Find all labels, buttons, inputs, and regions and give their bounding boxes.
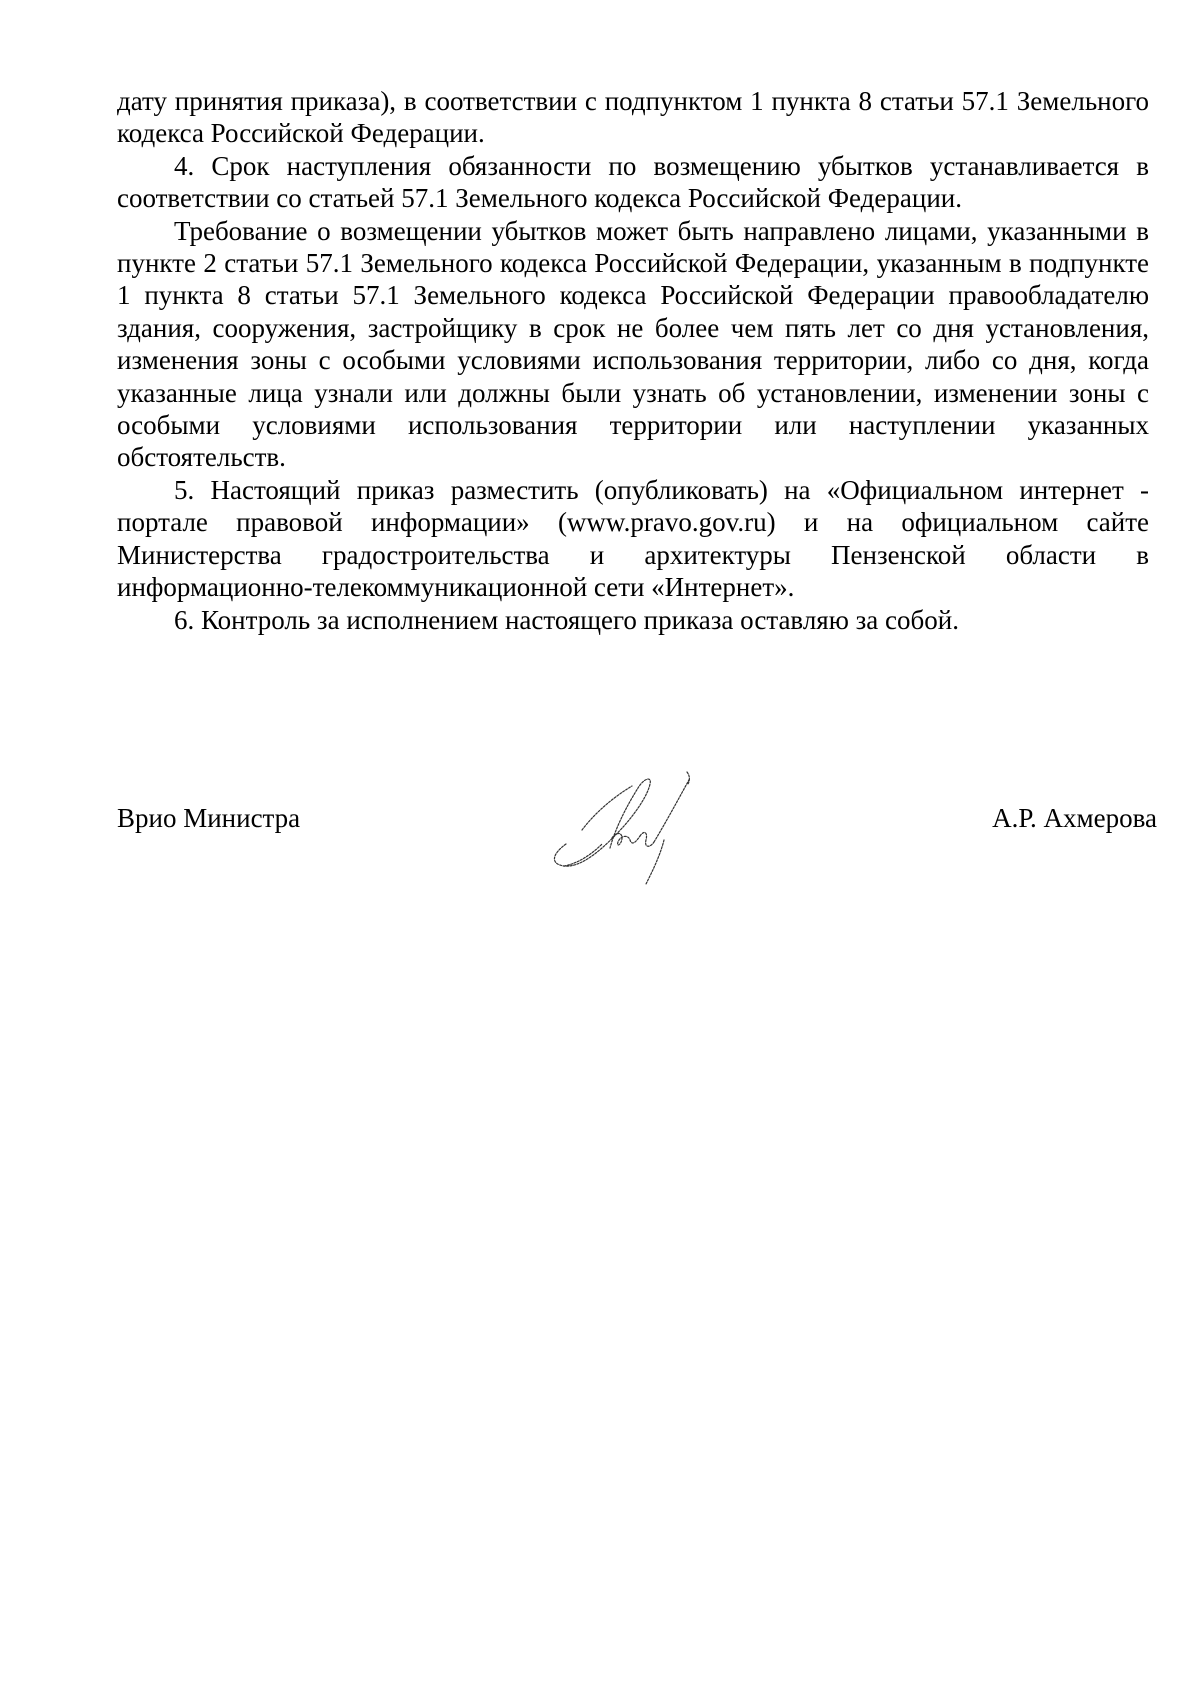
paragraph-item-5: 5. Настоящий приказ разместить (опубликовать) на «Официальном интернет - портале правовой информации» (www.pravo.gov.ru) и на официальном сайте Министерства градостроительства и архитектуры Пензенской области в информационно-телекоммуникационной сети «Интернет». xyxy=(117,474,1149,603)
signatory-position: Врио Министра xyxy=(117,803,301,833)
signature-block xyxy=(117,790,1157,900)
paragraph-item-4: 4. Срок наступления обязанности по возмещению убытков устанавливается в соответствии со статьей 57.1 Земельного кодекса Российской Федерации. xyxy=(117,150,1149,214)
paragraph-item-6: 6. Контроль за исполнением настоящего приказа оставляю за собой. xyxy=(174,604,959,635)
paragraph-damages-claim: Требование о возмещении убытков может быть направлено лицами, указанными в пункте 2 статьи 57.1 Земельного кодекса Российской Федерации, указанным в подпункте 1 пункта 8 статьи 57.1 Земельного кодекса Российской Федерации правообладателю здания, сооружения, застройщику в срок не более чем пять лет со дня установления, изменения зоны с особыми условиями использования территории, либо со дня, когда указанные лица узнали или должны были узнать об установлении, изменении зоны с особыми условиями использования территории или наступлении указанных обстоятельств. xyxy=(117,215,1149,473)
document-body xyxy=(117,85,1149,636)
handwritten-signature-icon xyxy=(542,756,712,886)
signatory-name: А.Р. Ахмерова xyxy=(992,803,1157,833)
paragraph-continuation: дату принятия приказа), в соответствии с подпунктом 1 пункта 8 статьи 57.1 Земельного кодекса Российской Федерации. xyxy=(117,86,1149,149)
